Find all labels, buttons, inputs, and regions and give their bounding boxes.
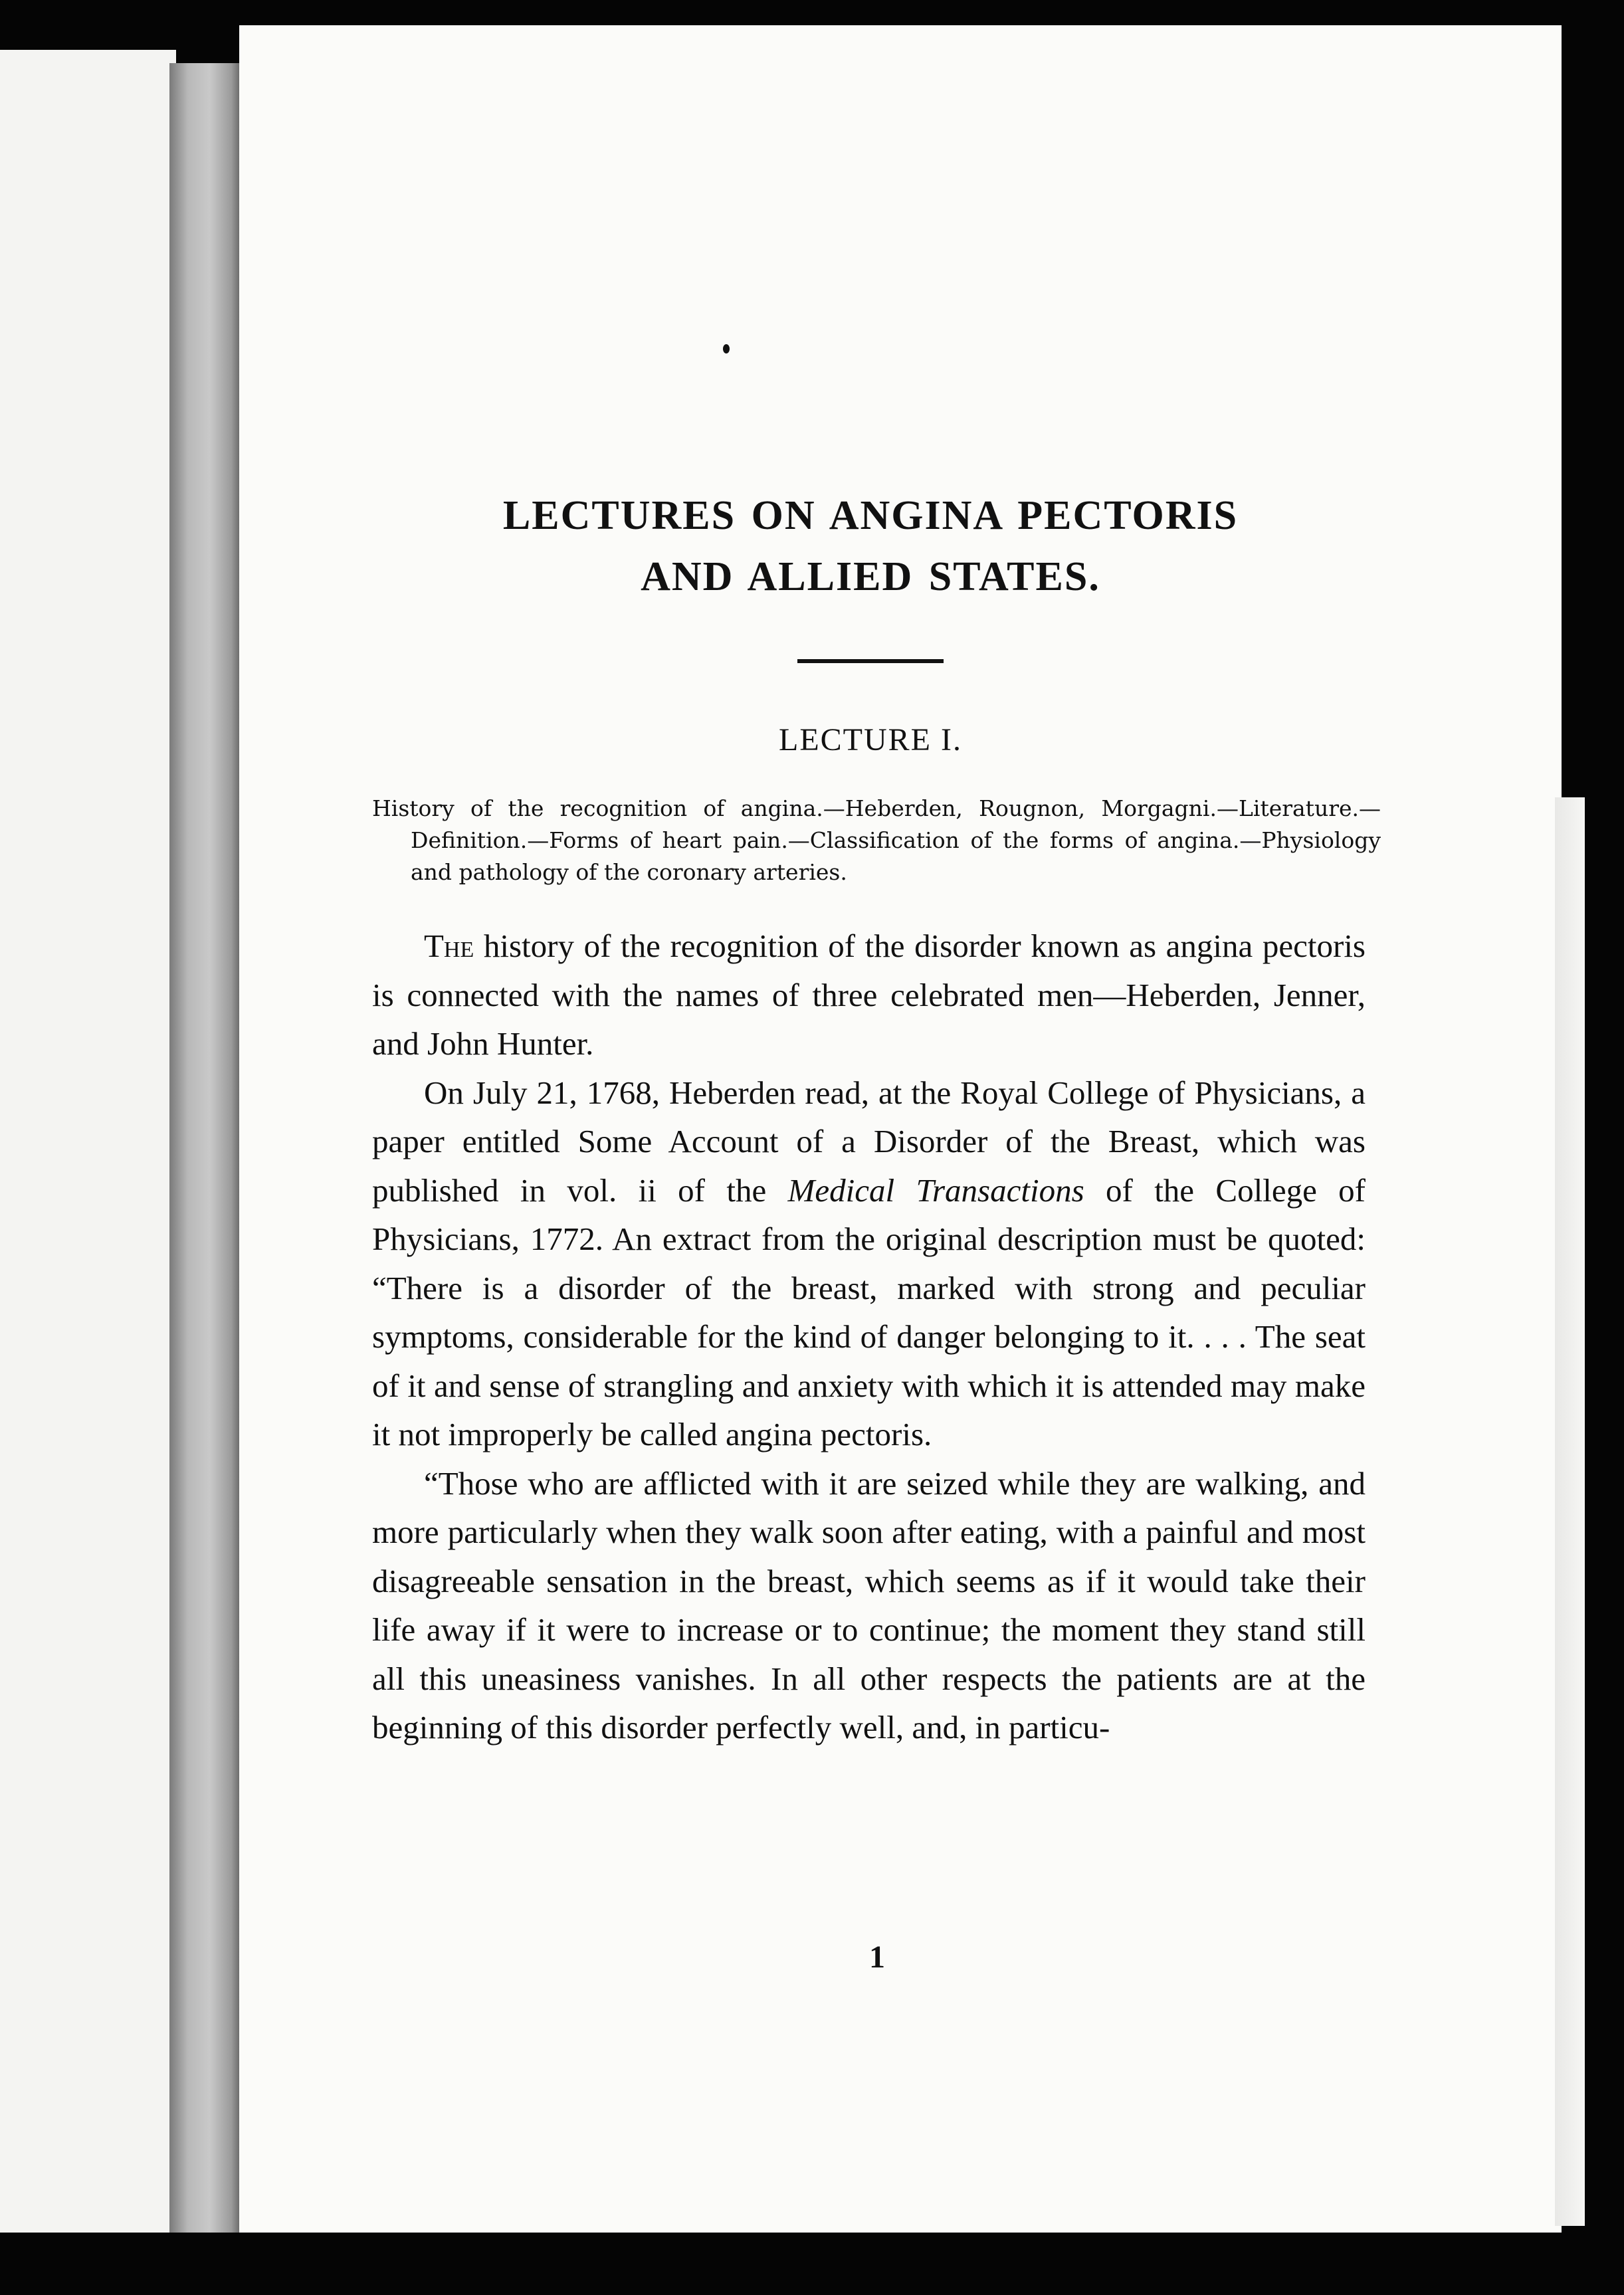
book-gutter bbox=[169, 63, 243, 2236]
page-number: 1 bbox=[869, 1940, 885, 1975]
paragraph-1 bbox=[372, 922, 1366, 1068]
title-line-2: AND ALLIED STATES. bbox=[641, 554, 1100, 599]
page-content bbox=[372, 485, 1381, 1752]
page-edge-shadow bbox=[1555, 797, 1585, 2226]
book-title bbox=[372, 485, 1369, 607]
previous-page-edge bbox=[0, 50, 176, 2243]
paragraph-2-text-a: On July 21, 1768, Heberden read, at the Royal College of Physicians, a paper entitled Some Account of a Disorder of the Breast, which was published in vol. ii of the bbox=[372, 1074, 1366, 1209]
lecture-synopsis: History of the recognition of angina.—Heberden, Rougnon, Morgagni.—Literature.—Definition.—Forms of heart pain.—Classification of the forms of angina.—Physiology and pathology of the coronary arteries. bbox=[372, 795, 1381, 885]
journal-title: Medical Transactions bbox=[787, 1171, 1084, 1209]
title-line-1: LECTURES ON ANGINA PECTORIS bbox=[502, 493, 1239, 538]
lecture-heading: LECTURE I. bbox=[779, 722, 962, 757]
paragraph-2-text-b: of the College of Physicians, 1772. An extract from the original description must be quoted: “There is a disorder of the breast, marked with strong and peculiar symptoms, considerable for the kind of danger belonging to it. . . . The seat of it and sense of strangling and anxiety with which it is attended may make it not improperly be called angina pectoris. bbox=[372, 1171, 1366, 1452]
ink-speck bbox=[723, 344, 730, 353]
scan-border bbox=[0, 2233, 1624, 2295]
paragraph-2 bbox=[372, 1068, 1366, 1459]
title-rule bbox=[797, 659, 944, 663]
paragraph-3: “Those who are afflicted with it are seized while they are walking, and more particularly when they walk soon after eating, with a painful and most disagreeable sensation in the breast, which seems as if it would take their life away if it were to increase or to continue; the moment they stand still all this uneasiness vanishes. In all other respects the patients are at the beginning of this disorder perfectly well, and, in particu- bbox=[372, 1464, 1366, 1746]
paragraph-1-text: history of the recognition of the disorder known as angina pectoris is connected with the names of three celebrated men—Heberden, Jenner, and John Hunter. bbox=[372, 928, 1366, 1062]
opening-word: The bbox=[424, 928, 474, 964]
